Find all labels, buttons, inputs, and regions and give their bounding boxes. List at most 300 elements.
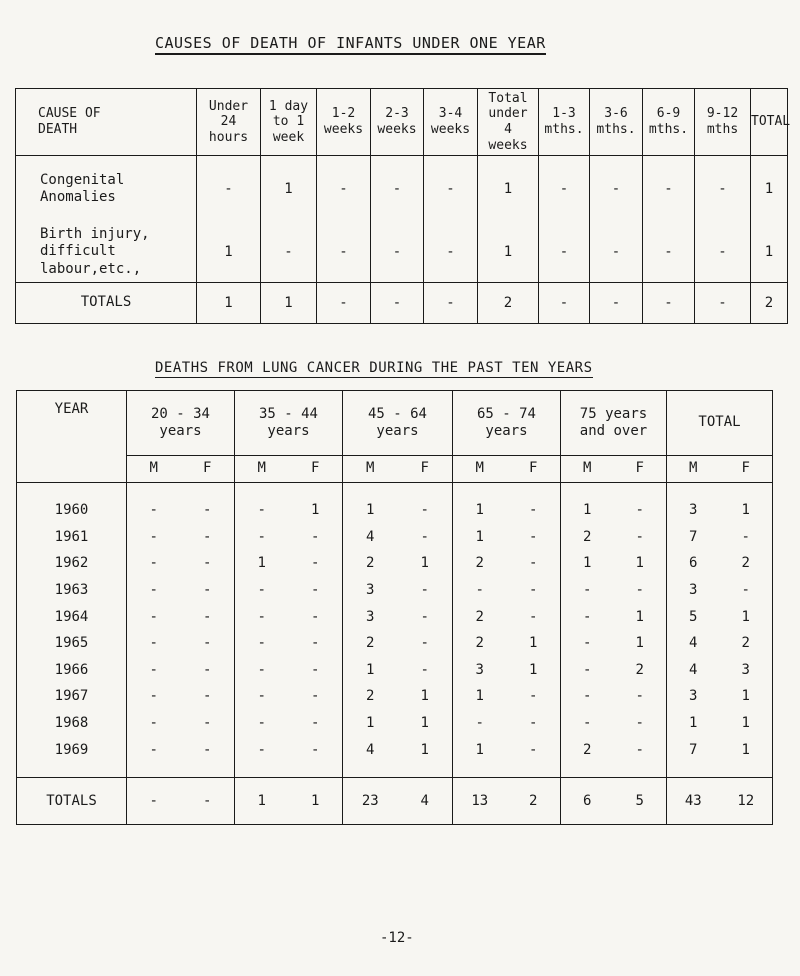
value-cell: 2 xyxy=(741,635,750,652)
value-cell: 2 xyxy=(366,635,375,652)
year-cell: 1960 xyxy=(17,497,127,524)
header-line: 24 xyxy=(220,114,237,130)
value-cell: - xyxy=(311,528,320,545)
page-number: -12- xyxy=(380,930,414,946)
header-line: 1-2 xyxy=(331,106,356,122)
header-line: 35 - 44 xyxy=(258,405,318,422)
value-cell: - xyxy=(311,608,320,625)
value-cell: - xyxy=(149,661,158,678)
value-cell: 1 xyxy=(689,715,698,732)
cause-line: difficult xyxy=(40,243,116,260)
value-cell: - xyxy=(311,555,320,572)
header-line: weeks xyxy=(488,137,528,153)
value-cell: 23 xyxy=(361,792,379,809)
header-line: TOTAL xyxy=(751,114,791,130)
value-pair-cell xyxy=(127,683,235,710)
value-cell: - xyxy=(371,222,424,283)
sex-label: M xyxy=(366,460,375,477)
value-pair-cell xyxy=(343,736,453,763)
table-row xyxy=(17,550,773,577)
value-cell: 13 xyxy=(471,792,489,809)
value-pair-cell xyxy=(343,577,453,604)
column-header xyxy=(478,89,539,156)
value-cell: - xyxy=(149,635,158,652)
infant-causes-table xyxy=(15,88,791,324)
value-pair-cell xyxy=(453,630,561,657)
value-cell: 1 xyxy=(635,635,644,652)
value-cell: 1 xyxy=(741,502,750,519)
table-row xyxy=(17,577,773,604)
value-cell: 2 xyxy=(475,555,484,572)
value-cell: 3 xyxy=(689,582,698,599)
value-cell: 12 xyxy=(737,792,755,809)
value-cell: - xyxy=(149,555,158,572)
value-pair-cell xyxy=(667,630,773,657)
header-line: Under xyxy=(208,98,249,114)
value-cell: 3 xyxy=(366,608,375,625)
value-pair-cell xyxy=(235,630,343,657)
value-cell: - xyxy=(261,222,317,283)
value-pair-cell xyxy=(343,497,453,524)
value-cell: 7 xyxy=(689,741,698,758)
value-pair-cell xyxy=(343,657,453,684)
value-pair-cell xyxy=(127,630,235,657)
sex-header xyxy=(667,456,773,483)
value-cell: - xyxy=(257,661,266,678)
value-pair-cell xyxy=(667,524,773,551)
value-cell: - xyxy=(635,688,644,705)
value-pair-cell xyxy=(561,630,667,657)
value-cell: - xyxy=(149,502,158,519)
value-cell: - xyxy=(257,582,266,599)
value-cell: 2 xyxy=(583,528,592,545)
value-pair-cell xyxy=(667,683,773,710)
column-header xyxy=(197,89,261,156)
cause-line: labour,etc., xyxy=(40,260,142,277)
header-line: hours xyxy=(208,129,249,145)
value-pair-cell xyxy=(127,736,235,763)
value-cell: - xyxy=(203,792,212,809)
value-cell: 1 xyxy=(583,502,592,519)
header-line: 6-9 xyxy=(656,106,681,122)
value-cell: - xyxy=(635,502,644,519)
value-pair-cell xyxy=(561,524,667,551)
value-pair-cell xyxy=(127,550,235,577)
value-cell: - xyxy=(311,741,320,758)
value-cell: 3 xyxy=(689,502,698,519)
value-cell: - xyxy=(420,502,429,519)
totals-row xyxy=(16,283,788,324)
value-cell: 1 xyxy=(257,555,266,572)
value-cell: - xyxy=(420,582,429,599)
value-cell: - xyxy=(420,635,429,652)
value-cell: - xyxy=(529,688,538,705)
year-cell: 1968 xyxy=(17,710,127,737)
header-line: weeks xyxy=(377,122,417,137)
total-cell: 1 xyxy=(197,283,261,324)
value-pair-cell xyxy=(235,603,343,630)
value-cell: - xyxy=(420,528,429,545)
value-cell: - xyxy=(583,635,592,652)
table-row xyxy=(16,222,788,283)
value-pair-cell xyxy=(235,550,343,577)
value-pair-cell xyxy=(453,603,561,630)
value-cell: - xyxy=(311,715,320,732)
value-pair-cell xyxy=(561,657,667,684)
value-pair-cell xyxy=(453,777,561,824)
value-cell: - xyxy=(529,528,538,545)
value-cell: - xyxy=(643,156,695,223)
header-line: 45 - 64 xyxy=(367,405,427,422)
value-cell: - xyxy=(741,582,750,599)
value-cell: - xyxy=(311,688,320,705)
value-cell: 2 xyxy=(366,688,375,705)
value-cell: - xyxy=(203,635,212,652)
value-pair-cell xyxy=(667,736,773,763)
value-cell: 1 xyxy=(197,222,261,283)
cause-line: Birth injury, xyxy=(40,225,150,242)
table-row xyxy=(16,156,788,223)
value-cell: 1 xyxy=(420,715,429,732)
age-group-header xyxy=(453,391,561,456)
value-cell: 1 xyxy=(261,156,317,223)
header-line: mths. xyxy=(648,122,689,137)
value-cell: 7 xyxy=(689,528,698,545)
value-cell: - xyxy=(257,688,266,705)
value-cell: 4 xyxy=(689,635,698,652)
value-cell: 1 xyxy=(311,792,320,809)
table-row xyxy=(17,630,773,657)
value-cell: - xyxy=(203,502,212,519)
sex-header-row xyxy=(17,456,773,483)
value-cell: - xyxy=(539,222,590,283)
sex-label: M xyxy=(689,460,698,477)
value-pair-cell xyxy=(667,777,773,824)
cause-cell xyxy=(16,222,197,283)
header-line: to 1 xyxy=(272,114,305,130)
value-cell: - xyxy=(317,156,371,223)
table-row xyxy=(17,497,773,524)
value-cell: 1 xyxy=(478,156,539,223)
value-cell: 5 xyxy=(689,608,698,625)
value-pair-cell xyxy=(561,497,667,524)
value-cell: 2 xyxy=(475,608,484,625)
value-pair-cell xyxy=(453,710,561,737)
total-cell: - xyxy=(643,283,695,324)
total-cell: 1 xyxy=(261,283,317,324)
total-cell: 2 xyxy=(478,283,539,324)
year-cell: 1964 xyxy=(17,603,127,630)
value-cell: 2 xyxy=(583,741,592,758)
value-cell: 3 xyxy=(366,582,375,599)
value-cell: - xyxy=(529,555,538,572)
value-cell: - xyxy=(149,528,158,545)
value-cell: - xyxy=(203,582,212,599)
value-cell: - xyxy=(420,661,429,678)
value-pair-cell xyxy=(453,577,561,604)
sex-label: F xyxy=(635,460,644,477)
value-pair-cell xyxy=(235,736,343,763)
value-cell: - xyxy=(257,741,266,758)
year-cell: 1969 xyxy=(17,736,127,763)
value-cell: - xyxy=(635,715,644,732)
sex-header xyxy=(235,456,343,483)
value-cell: 1 xyxy=(420,555,429,572)
value-cell: - xyxy=(583,661,592,678)
value-cell: - xyxy=(539,156,590,223)
header-line: and over xyxy=(579,423,648,439)
value-cell: 1 xyxy=(741,741,750,758)
value-cell: 2 xyxy=(475,635,484,652)
value-cell: - xyxy=(695,222,751,283)
value-cell: 1 xyxy=(478,222,539,283)
value-cell: - xyxy=(149,741,158,758)
header-line: mths. xyxy=(596,122,636,137)
value-pair-cell xyxy=(127,577,235,604)
value-pair-cell xyxy=(667,497,773,524)
value-cell: 6 xyxy=(689,555,698,572)
value-cell: - xyxy=(583,582,592,599)
value-cell: - xyxy=(424,222,478,283)
value-cell: - xyxy=(590,222,643,283)
table-row xyxy=(17,657,773,684)
value-cell: - xyxy=(149,582,158,599)
value-cell: 1 xyxy=(741,608,750,625)
value-cell: 1 xyxy=(420,741,429,758)
header-line: years xyxy=(376,423,419,439)
column-header xyxy=(539,89,590,156)
column-header xyxy=(16,89,197,156)
table-row xyxy=(17,710,773,737)
column-header xyxy=(261,89,317,156)
header-line: 75 years xyxy=(579,405,648,422)
table-row xyxy=(17,603,773,630)
header-line: 20 - 34 xyxy=(150,405,210,422)
value-cell: 4 xyxy=(366,741,375,758)
value-pair-cell xyxy=(127,524,235,551)
column-header xyxy=(424,89,478,156)
total-cell: - xyxy=(695,283,751,324)
value-cell: 1 xyxy=(311,502,320,519)
value-cell: 3 xyxy=(689,688,698,705)
value-pair-cell xyxy=(453,524,561,551)
value-cell: - xyxy=(475,715,484,732)
value-cell: 4 xyxy=(366,528,375,545)
sex-header xyxy=(127,456,235,483)
value-cell: 2 xyxy=(529,792,538,809)
table-row xyxy=(17,524,773,551)
value-pair-cell xyxy=(127,657,235,684)
value-cell: - xyxy=(635,741,644,758)
value-cell: - xyxy=(149,608,158,625)
value-pair-cell xyxy=(561,577,667,604)
value-pair-cell xyxy=(667,550,773,577)
totals-row xyxy=(17,777,773,824)
header-line: mths. xyxy=(544,122,584,137)
value-cell: - xyxy=(317,222,371,283)
value-cell: 3 xyxy=(741,661,750,678)
header-line: 1 day xyxy=(268,98,309,114)
sex-label: F xyxy=(529,460,538,477)
value-cell: 1 xyxy=(475,741,484,758)
age-group-header xyxy=(561,391,667,456)
value-pair-cell xyxy=(561,683,667,710)
value-pair-cell xyxy=(235,524,343,551)
column-header xyxy=(371,89,424,156)
sex-label: F xyxy=(311,460,320,477)
value-pair-cell xyxy=(127,603,235,630)
value-cell: - xyxy=(529,502,538,519)
value-pair-cell xyxy=(235,683,343,710)
value-cell: - xyxy=(257,502,266,519)
age-group-header-row xyxy=(17,391,773,456)
value-cell: - xyxy=(741,528,750,545)
causes-header-row xyxy=(16,89,788,156)
header-line: weeks xyxy=(430,122,471,137)
value-cell: 1 xyxy=(583,555,592,572)
value-pair-cell xyxy=(667,657,773,684)
value-cell: - xyxy=(203,608,212,625)
value-cell: - xyxy=(311,661,320,678)
header-line: years xyxy=(485,423,528,439)
value-cell: 43 xyxy=(684,792,702,809)
cause-line: Congenital xyxy=(40,171,125,188)
value-pair-cell xyxy=(453,550,561,577)
header-line: years xyxy=(267,423,310,439)
value-pair-cell xyxy=(343,603,453,630)
value-cell: 2 xyxy=(635,661,644,678)
value-cell: - xyxy=(635,528,644,545)
year-cell: 1963 xyxy=(17,577,127,604)
value-cell: - xyxy=(590,156,643,223)
sex-label: M xyxy=(257,460,266,477)
value-pair-cell xyxy=(127,777,235,824)
table-row xyxy=(17,736,773,763)
value-pair-cell xyxy=(561,736,667,763)
header-line: under xyxy=(488,106,528,122)
year-cell: 1965 xyxy=(17,630,127,657)
cause-line: Anomalies xyxy=(40,189,116,205)
value-pair-cell xyxy=(235,497,343,524)
value-cell: - xyxy=(583,688,592,705)
value-cell: 1 xyxy=(475,502,484,519)
value-cell: 1 xyxy=(529,635,538,652)
value-cell: 5 xyxy=(635,792,644,809)
value-cell: - xyxy=(203,555,212,572)
value-cell: 2 xyxy=(366,555,375,572)
value-pair-cell xyxy=(561,550,667,577)
lung-cancer-title: DEATHS FROM LUNG CANCER DURING THE PAST TEN YEARS xyxy=(155,360,593,376)
sex-header xyxy=(343,456,453,483)
value-cell: 1 xyxy=(764,181,774,197)
header-line: years xyxy=(159,423,202,439)
value-pair-cell xyxy=(561,777,667,824)
value-cell: - xyxy=(371,156,424,223)
header-line: 3-6 xyxy=(604,106,628,122)
value-pair-cell xyxy=(453,497,561,524)
value-cell: - xyxy=(420,608,429,625)
value-cell: - xyxy=(197,156,261,223)
causes-title: CAUSES OF DEATH OF INFANTS UNDER ONE YEAR xyxy=(155,34,546,55)
value-cell: - xyxy=(529,608,538,625)
value-cell: 1 xyxy=(635,608,644,625)
value-cell: 6 xyxy=(583,792,592,809)
age-group-header xyxy=(343,391,453,456)
value-pair-cell xyxy=(453,657,561,684)
value-pair-cell xyxy=(343,683,453,710)
value-cell: - xyxy=(203,688,212,705)
value-cell: 3 xyxy=(475,661,484,678)
header-line: week xyxy=(272,129,305,145)
header-line: CAUSE OF xyxy=(38,106,101,122)
column-header xyxy=(317,89,371,156)
age-group-header xyxy=(235,391,343,456)
value-cell: 2 xyxy=(741,555,750,572)
total-cell: - xyxy=(317,283,371,324)
value-cell: - xyxy=(203,741,212,758)
sex-label: F xyxy=(203,460,212,477)
value-cell: - xyxy=(529,582,538,599)
lung-cancer-table xyxy=(16,390,773,825)
value-cell: - xyxy=(257,715,266,732)
header-line: 9-12 xyxy=(706,106,739,122)
value-cell: 1 xyxy=(529,661,538,678)
age-group-header xyxy=(127,391,235,456)
value-cell: - xyxy=(635,582,644,599)
value-cell: - xyxy=(149,688,158,705)
total-cell: - xyxy=(539,283,590,324)
value-pair-cell xyxy=(235,710,343,737)
value-pair-cell xyxy=(343,630,453,657)
table-row xyxy=(17,683,773,710)
header-line: mths xyxy=(706,122,739,137)
year-cell: 1962 xyxy=(17,550,127,577)
value-cell: - xyxy=(149,715,158,732)
column-header xyxy=(590,89,643,156)
value-pair-cell xyxy=(667,577,773,604)
header-line: TOTAL xyxy=(698,414,741,431)
column-header xyxy=(751,89,791,156)
value-cell: 1 xyxy=(764,244,774,260)
value-pair-cell xyxy=(343,524,453,551)
value-cell: 1 xyxy=(741,715,750,732)
value-pair-cell xyxy=(343,777,453,824)
sex-label: F xyxy=(420,460,429,477)
value-pair-cell xyxy=(127,497,235,524)
value-cell: - xyxy=(583,608,592,625)
column-header xyxy=(643,89,695,156)
value-pair-cell xyxy=(235,657,343,684)
header-line: Total xyxy=(488,90,528,106)
value-cell: - xyxy=(583,715,592,732)
sex-label: M xyxy=(149,460,158,477)
header-line: DEATH xyxy=(38,122,78,137)
year-cell: 1961 xyxy=(17,524,127,551)
value-cell: 1 xyxy=(420,688,429,705)
value-cell: 1 xyxy=(257,792,266,809)
value-cell: 1 xyxy=(635,555,644,572)
age-group-header xyxy=(667,391,773,456)
value-pair-cell xyxy=(561,603,667,630)
value-cell: - xyxy=(475,582,484,599)
total-cell: - xyxy=(424,283,478,324)
value-cell: - xyxy=(257,528,266,545)
value-cell: - xyxy=(149,792,158,809)
value-cell: - xyxy=(203,661,212,678)
header-line: 4 xyxy=(504,122,512,137)
value-cell: - xyxy=(424,156,478,223)
value-cell: - xyxy=(529,715,538,732)
